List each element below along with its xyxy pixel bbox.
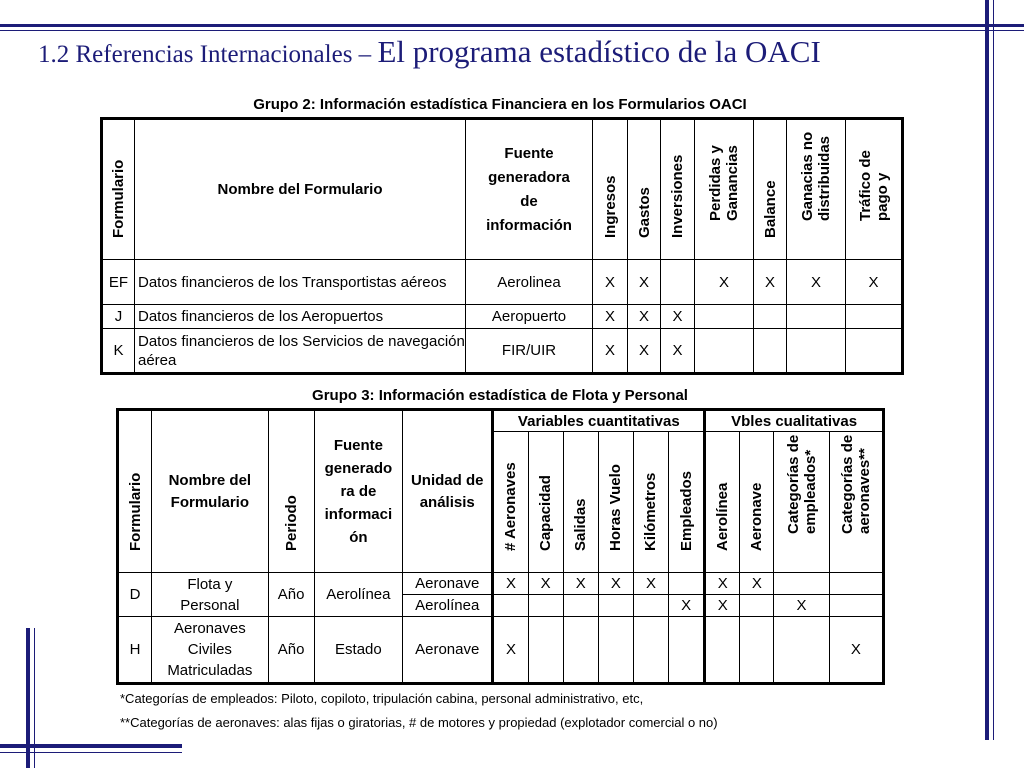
g2-mark: X	[661, 305, 695, 329]
g3-header-salidas	[563, 432, 598, 573]
g3-header-unidad: Unidad de análisis	[403, 410, 493, 573]
g2-header-trafico	[846, 119, 903, 260]
g2-header-ganancias	[787, 119, 846, 260]
group3-caption: Grupo 3: Información estadística de Flota y Personal	[312, 387, 688, 404]
g2-name: Datos financieros de los Transportistas aéreos	[135, 260, 466, 305]
g2-mark: X	[754, 260, 787, 305]
footnote-aircraft: **Categorías de aeronaves: alas fijas o giratorias, # de motores y propiedad (explotador comercial o no)	[120, 715, 718, 730]
g2-mark: X	[628, 305, 661, 329]
group3-table	[116, 408, 885, 685]
g3-header-cat-empleados-label: Categorías de empleados*	[784, 434, 819, 534]
g2-header-ingresos	[593, 119, 628, 260]
g2-name: Datos financieros de los Servicios de navegación aérea	[135, 329, 466, 374]
g3-mark	[669, 573, 705, 595]
g3-mark	[598, 617, 633, 684]
group3-header-row	[118, 410, 884, 432]
g2-mark: X	[593, 305, 628, 329]
g3-mark	[774, 573, 829, 595]
table-row	[118, 573, 884, 595]
g3-mark	[493, 595, 528, 617]
g2-header-inversiones	[661, 119, 695, 260]
g2-code: EF	[102, 260, 135, 305]
g3-header-qual-group: Vbles cualitativas	[705, 410, 884, 432]
g2-mark	[846, 329, 903, 374]
g2-header-ganancias-label: Ganacias no distribuidas	[799, 131, 833, 221]
g3-header-nombre: Nombre del Formulario	[152, 410, 268, 573]
g2-mark	[787, 305, 846, 329]
g3-header-aeronaves-label: # Aeronaves	[502, 462, 520, 551]
g3-period: Año	[268, 617, 314, 684]
g3-mark	[528, 595, 563, 617]
g2-mark: X	[593, 260, 628, 305]
g2-header-fuente: Fuente generadora de información	[466, 119, 593, 260]
g3-header-formulario	[118, 410, 152, 573]
g3-header-formulario-label: Formulario	[126, 472, 144, 551]
footnote-employees: *Categorías de empleados: Piloto, copiloto, tripulación cabina, personal administrativo, etc,	[120, 691, 644, 706]
g3-unit: Aeronave	[403, 617, 493, 684]
g3-header-quant-group: Variables cuantitativas	[493, 410, 705, 432]
g3-unit: Aeronave	[403, 573, 493, 595]
g2-header-gastos-label: Gastos	[635, 187, 653, 238]
g2-mark: X	[787, 260, 846, 305]
g3-source: Aerolínea	[314, 573, 402, 617]
group2-header-row	[102, 119, 903, 260]
g3-code: H	[118, 617, 152, 684]
g2-header-perdidas-label: Perdidas y Ganancias	[707, 145, 741, 221]
g3-mark	[740, 595, 774, 617]
g3-period: Año	[268, 573, 314, 617]
g3-source: Estado	[314, 617, 402, 684]
g3-mark	[829, 573, 883, 595]
g3-header-fuente: Fuente generado ra de informaci ón	[314, 410, 402, 573]
g3-header-aerolinea-label: Aerolínea	[714, 482, 732, 551]
g2-mark	[695, 329, 754, 374]
g3-mark	[563, 617, 598, 684]
g3-code: D	[118, 573, 152, 617]
bottom-rule-thin	[0, 752, 182, 753]
g3-mark: X	[493, 573, 528, 595]
g3-mark: X	[829, 617, 883, 684]
g3-header-cat-aeronaves-label: Categorías de aeronaves**	[838, 434, 873, 534]
g3-unit: Aerolínea	[403, 595, 493, 617]
g3-header-empleados	[669, 432, 705, 573]
g3-mark	[633, 617, 668, 684]
right-rule	[985, 0, 989, 740]
g3-mark	[669, 617, 705, 684]
g3-mark: X	[705, 595, 740, 617]
g2-mark: X	[846, 260, 903, 305]
g3-name: Flota y Personal	[152, 573, 268, 617]
slide-title	[38, 34, 821, 70]
g2-mark	[787, 329, 846, 374]
g2-mark	[846, 305, 903, 329]
slide-title-section: 1.2 Referencias Internacionales –	[38, 41, 378, 68]
g2-mark: X	[661, 329, 695, 374]
group2-table	[100, 117, 904, 375]
g3-mark: X	[633, 573, 668, 595]
bottom-rule	[0, 744, 182, 748]
g3-header-aeronave	[740, 432, 774, 573]
g2-source: FIR/UIR	[466, 329, 593, 374]
g3-header-aeronaves	[493, 432, 528, 573]
g2-mark	[754, 329, 787, 374]
g3-header-horas-label: Horas Vuelo	[607, 464, 625, 551]
g3-header-empleados-label: Empleados	[677, 470, 695, 551]
g3-header-kilometros-label: Kilómetros	[642, 472, 660, 551]
g3-mark	[705, 617, 740, 684]
g2-header-gastos	[628, 119, 661, 260]
g2-header-trafico-label: Tráfico de pago y	[856, 150, 891, 221]
g3-name: Aeronaves Civiles Matriculadas	[152, 617, 268, 684]
g3-mark: X	[563, 573, 598, 595]
g2-header-balance-label: Balance	[761, 180, 779, 238]
g2-code: J	[102, 305, 135, 329]
table-row	[102, 260, 903, 305]
g3-header-horas	[598, 432, 633, 573]
g2-mark: X	[695, 260, 754, 305]
g3-mark	[774, 617, 829, 684]
g2-mark: X	[593, 329, 628, 374]
g2-header-inversiones-label: Inversiones	[669, 154, 686, 238]
g3-mark	[829, 595, 883, 617]
g3-mark	[740, 617, 774, 684]
g2-mark	[754, 305, 787, 329]
g3-mark	[598, 595, 633, 617]
g3-header-cat-empleados	[774, 432, 829, 573]
table-row	[102, 305, 903, 329]
table-row	[118, 617, 884, 684]
g3-header-aerolinea	[705, 432, 740, 573]
g2-name: Datos financieros de los Aeropuertos	[135, 305, 466, 329]
g2-header-perdidas	[695, 119, 754, 260]
g2-mark	[695, 305, 754, 329]
g3-mark: X	[705, 573, 740, 595]
g2-header-balance	[754, 119, 787, 260]
g2-mark	[661, 260, 695, 305]
g3-mark	[563, 595, 598, 617]
g2-header-formulario-label: Formulario	[110, 159, 127, 238]
g3-header-cat-aeronaves	[829, 432, 883, 573]
g3-mark: X	[493, 617, 528, 684]
top-rule	[0, 24, 1024, 27]
slide-title-main: El programa estadístico de la OACI	[377, 34, 821, 69]
g3-mark: X	[669, 595, 705, 617]
table-row	[102, 329, 903, 374]
g2-source: Aeropuerto	[466, 305, 593, 329]
right-rule-thin	[993, 0, 994, 740]
g3-mark	[633, 595, 668, 617]
g2-header-ingresos-label: Ingresos	[601, 175, 619, 238]
group2-caption: Grupo 2: Información estadística Financiera en los Formularios OACI	[253, 96, 747, 113]
g3-header-salidas-label: Salidas	[572, 498, 590, 551]
g3-mark: X	[528, 573, 563, 595]
g3-mark: X	[740, 573, 774, 595]
g3-header-capacidad	[528, 432, 563, 573]
g2-source: Aerolinea	[466, 260, 593, 305]
g3-mark: X	[598, 573, 633, 595]
g3-mark: X	[774, 595, 829, 617]
g3-header-periodo	[268, 410, 314, 573]
g3-header-capacidad-label: Capacidad	[537, 475, 555, 551]
g3-header-periodo-label: Periodo	[282, 495, 300, 551]
g2-code: K	[102, 329, 135, 374]
g2-header-nombre: Nombre del Formulario	[135, 119, 466, 260]
top-rule-thin	[0, 30, 1024, 31]
g3-mark	[528, 617, 563, 684]
g2-header-formulario	[102, 119, 135, 260]
g3-header-aeronave-label: Aeronave	[748, 482, 766, 551]
g2-mark: X	[628, 260, 661, 305]
g3-header-kilometros	[633, 432, 668, 573]
g2-mark: X	[628, 329, 661, 374]
